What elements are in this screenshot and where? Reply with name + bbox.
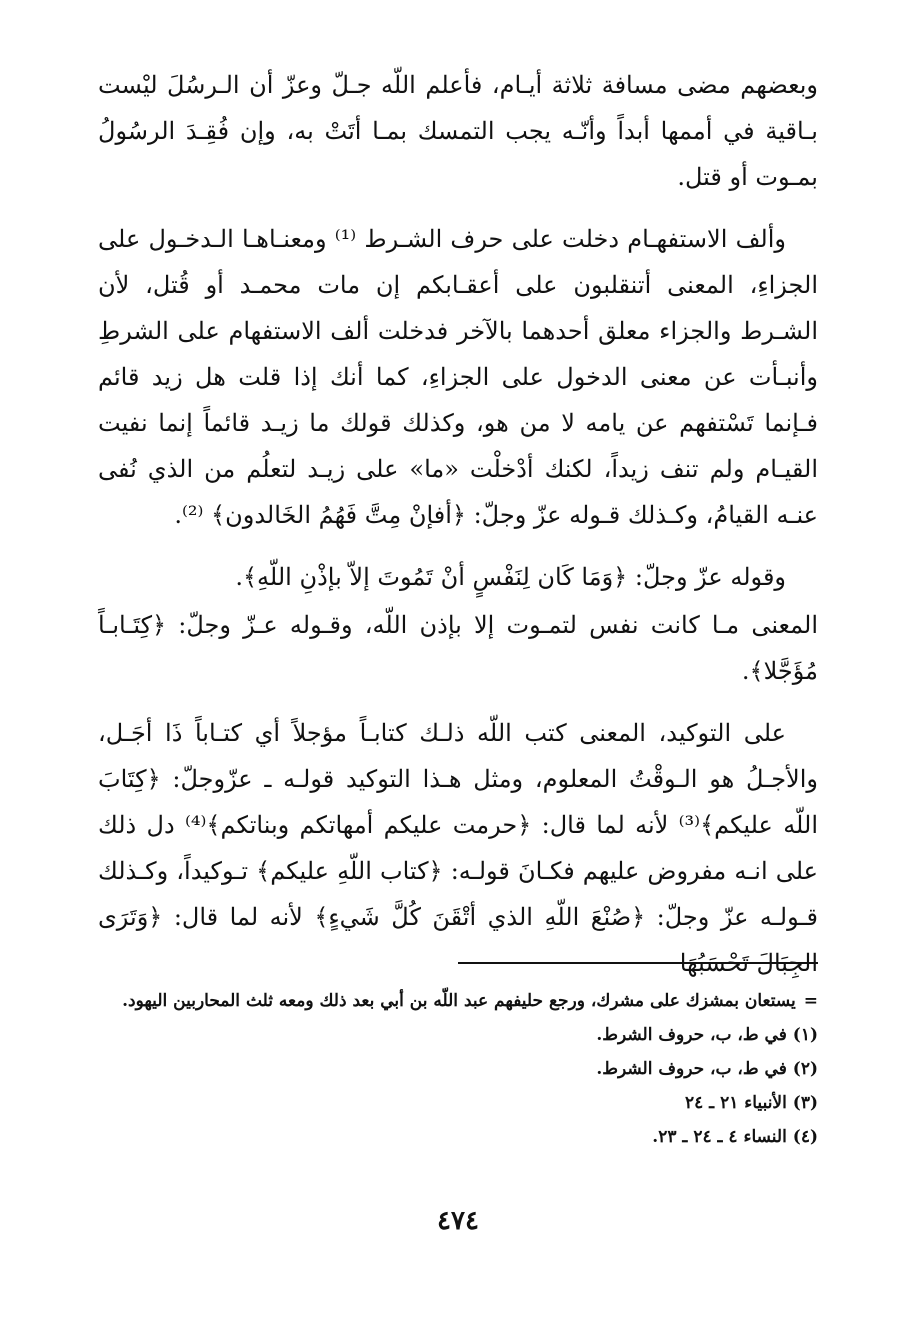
paragraph: على التوكيد، المعنى كتب اللّه ذلـك كتابـاً مؤجلاً أي كتـاباً ذَا أجَـل، والأجـلُ هو الـوقْتُ المعلوم، ومثل هـذا التوكيد قولـه ـ عزّوجلّ: ﴿كِتَابَ اللّه عليكم﴾⁽³⁾ لأنه لما قال: ﴿حرمت عليكم أمهاتكم وبناتكم﴾⁽⁴⁾ دل ذلك على انـه مفروض عليهم فكـانَ قولـه: ﴿كتاب اللّهِ عليكم﴾ تـوكيداً، وكـذلك قـولـه عزّ وجلّ: ﴿صُنْعَ اللّهِ الذي أتْقَنَ كُلَّ شَيءٍ﴾ لأنه لما قال: ﴿وَتَرَى الجِبَالَ تَحْسَبُهَا <box>98 719 818 977</box>
footnotes <box>98 984 818 1154</box>
footnote-3: (٣) الأنبياء ٢١ ـ ٢٤ <box>684 1093 818 1113</box>
main-text <box>98 62 818 1002</box>
paragraph: وألف الاستفهـام دخلت على حرف الشـرط ⁽¹⁾ ومعنـاهـا الـدخـول على الجزاءِ، المعنى أتنقلبون على أعقـابكم إن مات محمـد أو قُتل، لأن الشـرط والجزاء معلق أحدهما بالآخر فدخلت ألف الاستفهام على الشرطِ وأنبـأت عن معنى الدخول على الجزاءِ، كما أنك إذا قلت هل زيد قائم فـإنما تَسْتفهم عن يامه لا من هو، وكذلك قولك ما زيـد قائماً إنما نفيت القيـام ولم تنف زيداً، لكنك أدْخلْت «ما» على زيـد لتعلُم من الذي نُفى عنـه القيامُ، وكـذلك قـوله عزّ وجلّ: ﴿أفإنْ مِتَّ فَهُمُ الخَالدون﴾ ⁽²⁾. <box>98 225 818 529</box>
footnote-continuation-text: يستعان بمشزك على مشرك، ورجع حليفهم عبد اللّه بن أبي بعد ذلك ومعه ثلث المحاربين اليهود. <box>122 991 796 1011</box>
footnote-separator <box>458 962 818 964</box>
footnote-1: (١) في ط، ب، حروف الشرط. <box>596 1025 818 1045</box>
page-number: ٤٧٤ <box>437 1206 479 1236</box>
footnote-2: (٢) في ط، ب، حروف الشرط. <box>596 1059 818 1079</box>
paragraph: وقوله عزّ وجلّ: ﴿وَمَا كَان لِنَفْسٍ أنْ تَمُوتَ إلاّ بإذْنِ اللّهِ﴾. <box>235 563 786 591</box>
paragraph: وبعضهم مضى مسافة ثلاثة أيـام، فأعلم اللّه جـلّ وعزّ أن الـرسُلَ ليْست بـاقية في أممها أبداً وأنّـه يجب التمسك بمـا أتَتْ به، وإن فُقِـدَ الرسُولُ بمـوت أو قتل. <box>98 71 818 191</box>
footnote-continuation <box>98 984 818 1018</box>
footnote-4: (٤) النساء ٤ ـ ٢٤ ـ ٢٣. <box>652 1127 818 1147</box>
paragraph: المعنى مـا كانت نفس لتمـوت إلا بإذن اللّه، وقـوله عـزّ وجلّ: ﴿كِتَـابـاً مُؤَجَّلا﴾. <box>98 611 818 685</box>
continuation-mark: = <box>803 991 818 1011</box>
